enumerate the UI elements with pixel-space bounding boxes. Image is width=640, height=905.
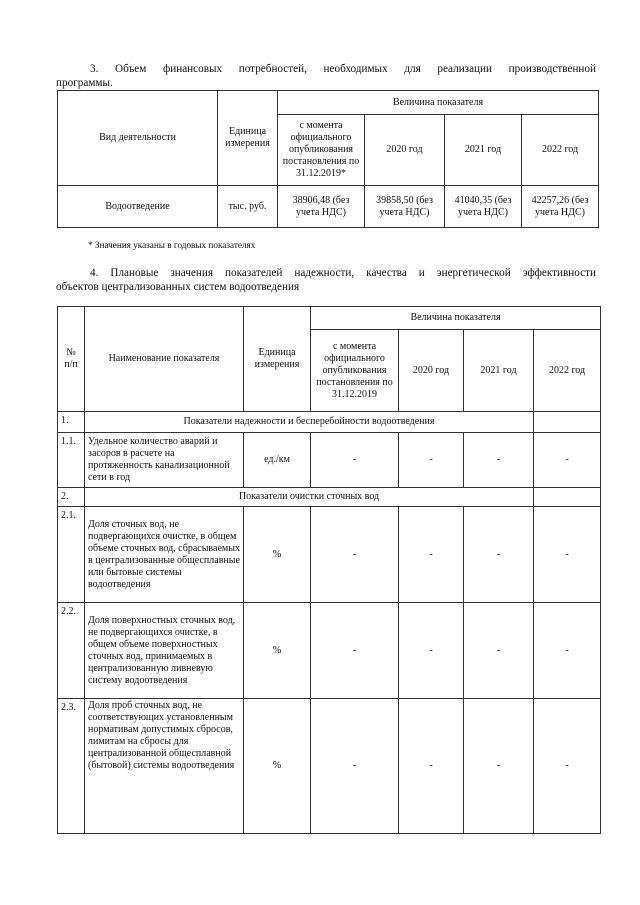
group1-empty bbox=[534, 412, 601, 433]
header-value-group: Величина показателя bbox=[278, 91, 599, 115]
header-unit: Единица измерения bbox=[244, 307, 311, 412]
group1-title: Показатели надежности и бесперебойности водоотведения bbox=[85, 412, 534, 433]
reliability-indicators-table bbox=[57, 306, 601, 834]
cell-value-2022: 42257,26 (без учета НДС) bbox=[522, 186, 599, 228]
header-2021: 2021 год bbox=[445, 115, 522, 186]
header-name: Наименование показателя bbox=[85, 307, 244, 412]
row-value-2022: - bbox=[534, 433, 601, 488]
header-period1: с момента официального опубликования постановления по 31.12.2019 bbox=[311, 330, 399, 412]
table-row bbox=[58, 699, 601, 834]
row-value-period1: - bbox=[311, 699, 399, 834]
group2-title: Показатели очистки сточных вод bbox=[85, 488, 534, 507]
row-unit: % bbox=[244, 603, 311, 699]
row-num: 2.2. bbox=[58, 603, 85, 699]
row-num: 2.3. bbox=[58, 699, 85, 834]
row-value-period1: - bbox=[311, 433, 399, 488]
table-row bbox=[58, 507, 601, 603]
header-2020: 2020 год bbox=[365, 115, 445, 186]
row-name: Доля проб сточных вод, не соответствующих установленным нормативам допустимых сбросов, лимитам на сбросы для централизованной общесплавной (бытовой) системы водоотведения bbox=[85, 699, 244, 834]
cell-activity: Водоотведение bbox=[58, 186, 218, 228]
section3-heading-line2: программы. bbox=[56, 77, 113, 89]
header-unit: Единица измерения bbox=[218, 91, 278, 186]
header-2020: 2020 год bbox=[399, 330, 464, 412]
header-activity: Вид деятельности bbox=[58, 91, 218, 186]
row-unit: ед./км bbox=[244, 433, 311, 488]
header-2022: 2022 год bbox=[522, 115, 599, 186]
row-value-2020: - bbox=[399, 433, 464, 488]
section4-heading-line1: 4. Плановые значения показателей надежности, качества и энергетической эффективности bbox=[90, 267, 596, 279]
row-unit: % bbox=[244, 699, 311, 834]
group2-empty bbox=[534, 488, 601, 507]
row-value-2021: - bbox=[464, 603, 534, 699]
row-value-2022: - bbox=[534, 699, 601, 834]
row-value-2020: - bbox=[399, 507, 464, 603]
cell-unit: тыс. руб. bbox=[218, 186, 278, 228]
row-name: Удельное количество аварий и засоров в расчете на протяженность канализационной сети в год bbox=[85, 433, 244, 488]
financial-needs-table bbox=[57, 90, 599, 228]
section4-heading bbox=[56, 266, 596, 294]
header-2021: 2021 год bbox=[464, 330, 534, 412]
section3-footnote: * Значения указаны в годовых показателях bbox=[88, 240, 256, 250]
row-num: 1.1. bbox=[58, 433, 85, 488]
section3-heading-line1: 3. Объем финансовых потребностей, необходимых для реализации производственной bbox=[90, 63, 596, 75]
cell-value-2021: 41040,35 (без учета НДС) bbox=[445, 186, 522, 228]
row-value-2021: - bbox=[464, 507, 534, 603]
row-value-2020: - bbox=[399, 699, 464, 834]
row-value-period1: - bbox=[311, 507, 399, 603]
header-period1: с момента официального опубликования постановления по 31.12.2019* bbox=[278, 115, 365, 186]
cell-value-2020: 39858,50 (без учета НДС) bbox=[365, 186, 445, 228]
table-row bbox=[58, 603, 601, 699]
table-row bbox=[58, 433, 601, 488]
section4-heading-line2: объектов централизованных систем водоотведения bbox=[56, 281, 300, 293]
row-value-2021: - bbox=[464, 433, 534, 488]
row-num: 2.1. bbox=[58, 507, 85, 603]
row-value-period1: - bbox=[311, 603, 399, 699]
group2-num: 2. bbox=[58, 488, 85, 507]
group-row bbox=[58, 412, 601, 433]
row-value-2020: - bbox=[399, 603, 464, 699]
row-value-2021: - bbox=[464, 699, 534, 834]
group1-num: 1. bbox=[58, 412, 85, 433]
cell-value-period1: 38906,48 (без учета НДС) bbox=[278, 186, 365, 228]
row-unit: % bbox=[244, 507, 311, 603]
table-row bbox=[58, 186, 599, 228]
section3-heading bbox=[56, 62, 596, 90]
header-value-group: Величина показателя bbox=[311, 307, 601, 330]
row-value-2022: - bbox=[534, 507, 601, 603]
row-name: Доля сточных вод, не подвергающихся очистке, в общем объеме сточных вод, сбрасываемых в централизованные общесплавные или бытовые системы водоотведения bbox=[85, 507, 244, 603]
header-2022: 2022 год bbox=[534, 330, 601, 412]
row-name: Доля поверхностных сточных вод, не подвергающихся очистке, в общем объеме поверхностных сточных вод, принимаемых в централизованную ливневую систему водоотведения bbox=[85, 603, 244, 699]
header-num: № п/п bbox=[58, 307, 85, 412]
group-row bbox=[58, 488, 601, 507]
row-value-2022: - bbox=[534, 603, 601, 699]
